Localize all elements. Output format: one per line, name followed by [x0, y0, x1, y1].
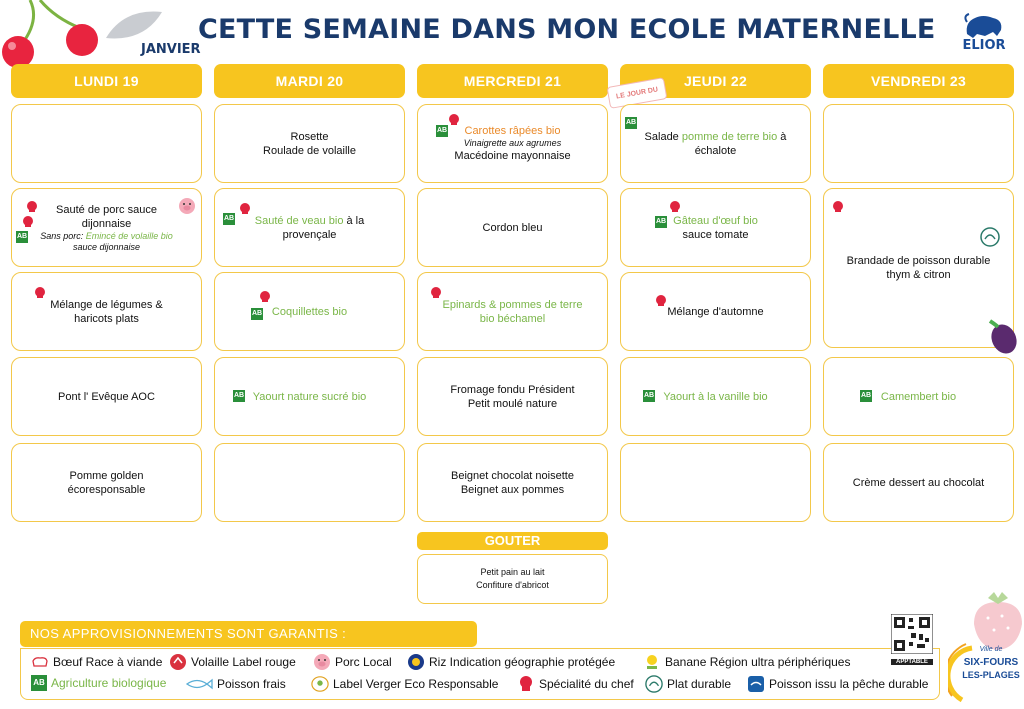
legend-banane-label: Banane Région ultra périphériques — [665, 655, 851, 669]
menu-cell-thu-side — [620, 272, 811, 351]
menu-cell-mon-dessert — [11, 443, 202, 522]
sustainable-dish-icon — [980, 227, 1000, 247]
gouter-line-2: Confiture d'abricot — [476, 580, 549, 590]
mon-main-line-2: dijonnaise — [81, 217, 132, 230]
igp-icon — [407, 653, 425, 671]
menu-cell-mon-main — [11, 188, 202, 267]
gouter-title: GOUTER — [417, 532, 608, 550]
ab-bio-icon: AB — [860, 390, 872, 402]
ab-bio-icon: AB — [655, 216, 667, 228]
cherries-decoration — [0, 0, 110, 70]
gouter-line-1: Petit pain au lait — [480, 567, 545, 577]
banana-icon — [643, 653, 661, 671]
qr-label: APPTABLE — [891, 659, 933, 665]
month-label: JANVIER — [141, 42, 201, 57]
tue-main-line-2: provençale — [282, 228, 337, 241]
page-title: CETTE SEMAINE DANS MON ECOLE MATERNELLE — [198, 14, 936, 45]
chef-hat-icon — [448, 114, 460, 126]
fish-icon — [185, 675, 213, 693]
verger-icon — [311, 675, 329, 693]
leaf-decoration — [104, 8, 164, 42]
mon-main-alt-prefix: Sans porc: — [40, 230, 84, 241]
legend-riz-label: Riz Indication géographie protégée — [429, 655, 616, 669]
thu-main-line-1: Gâteau d'œuf bio — [673, 214, 758, 227]
chef-hat-icon — [430, 287, 442, 299]
pig-icon — [178, 197, 196, 215]
mon-main-alt-bio: Emincé de volaille bio — [85, 230, 173, 241]
chef-hat-icon — [259, 291, 271, 303]
menu-cell-tue-main — [214, 188, 405, 267]
menu-cell-tue-starter — [214, 104, 405, 183]
legend-peche-label: Poisson issu la pêche durable — [769, 677, 929, 691]
ab-bio-icon: AB — [643, 390, 655, 402]
chef-hat-icon — [832, 201, 844, 213]
chef-hat-icon — [239, 203, 251, 215]
legend-verger-label: Label Verger Eco Responsable — [333, 677, 499, 691]
ville-line-2: SIX-FOURS — [963, 657, 1019, 668]
menu-cell-tue-dessert — [214, 443, 405, 522]
qr-code-icon — [891, 614, 933, 654]
legend-verger — [311, 675, 498, 693]
thu-starter-b: à — [777, 130, 787, 143]
wed-starter-line-2: Vinaigrette aux agrumes — [463, 138, 562, 148]
legend-porc-label: Porc Local — [335, 655, 392, 669]
wed-side-line-2: bio béchamel — [479, 312, 546, 325]
legend-peche — [747, 675, 928, 693]
legend-porc — [313, 653, 392, 671]
tue-main-rest: à la — [343, 214, 365, 227]
day-header-thursday: JEUDI 22 — [620, 64, 811, 98]
legend-bio — [31, 675, 166, 691]
ab-bio-icon: AB — [223, 213, 235, 225]
legend-bio-label: Agriculture biologique — [51, 676, 167, 690]
legend-banane — [643, 653, 850, 671]
day-header-wednesday: MERCREDI 21 — [417, 64, 608, 98]
menu-cell-wed-dessert — [417, 443, 608, 522]
thu-starter-bio: pomme de terre bio — [681, 130, 778, 143]
mon-main-line-1: Sauté de porc sauce — [56, 203, 157, 216]
legend-riz — [407, 653, 615, 671]
mon-side-line-2: haricots plats — [74, 312, 139, 325]
ville-line-3: LES-PLAGES — [962, 670, 1020, 680]
appro-title: NOS APPROVISIONNEMENTS SONT GARANTIS : — [20, 621, 477, 647]
ab-bio-icon: AB — [436, 125, 448, 137]
legend-chef-label: Spécialité du chef — [539, 677, 634, 691]
mon-side-line-1: Mélange de légumes & — [50, 298, 163, 311]
tue-side-line: Coquillettes bio — [271, 305, 348, 318]
day-header-monday: LUNDI 19 — [11, 64, 202, 98]
tue-starter-line-2: Roulade de volaille — [263, 144, 356, 157]
chef-hat-icon — [655, 295, 667, 307]
legend-durable-label: Plat durable — [667, 677, 732, 691]
jour-du-text: LE JOUR DU — [615, 85, 659, 101]
legend-volaille — [169, 653, 296, 671]
ab-bio-icon: AB — [251, 308, 263, 320]
thu-starter-line-2: échalote — [694, 144, 737, 157]
menu-cell-wed-cheese — [417, 357, 608, 436]
gouter-cell — [417, 554, 608, 604]
menu-cell-tue-side — [214, 272, 405, 351]
tue-main-bio: Sauté de veau bio — [254, 214, 344, 227]
mon-cheese-line: Pont l' Evêque AOC — [58, 390, 155, 403]
legend-boeuf-label: Bœuf Race à viande — [53, 655, 163, 669]
wed-starter-line-3: Macédoine mayonnaise — [454, 150, 571, 162]
menu-cell-tue-dairy — [214, 357, 405, 436]
tue-starter-line-1: Rosette — [290, 130, 329, 143]
menu-cell-fri-cheese — [823, 357, 1014, 436]
qr-code[interactable] — [891, 614, 933, 664]
wed-cheese-line-1: Fromage fondu Président — [450, 383, 575, 396]
menu-cell-thu-dairy — [620, 357, 811, 436]
chef-hat-icon — [34, 287, 46, 299]
bison-icon — [963, 12, 1005, 40]
menu-cell-thu-main — [620, 188, 811, 267]
ville-six-fours-logo — [948, 640, 1024, 706]
wed-dessert-line-2: Beignet aux pommes — [460, 483, 565, 496]
legend-box — [20, 648, 940, 700]
menu-cell-fri-dessert — [823, 443, 1014, 522]
ville-line-1: Ville de — [979, 646, 1003, 653]
ab-bio-icon: AB — [233, 390, 245, 402]
menu-cell-wed-starter — [417, 104, 608, 183]
menu-cell-mon-starter — [11, 104, 202, 183]
cow-icon — [31, 653, 49, 671]
wed-side-line-1: Epinards & pommes de terre — [442, 298, 583, 311]
chef-hat-icon — [26, 201, 38, 213]
menu-cell-fri-starter — [823, 104, 1014, 183]
wed-starter-line-1: Carottes râpées bio — [464, 125, 561, 137]
fri-main-line-1: Brandade de poisson durable — [846, 255, 991, 267]
day-header-tuesday: MARDI 20 — [214, 64, 405, 98]
pig-icon — [313, 653, 331, 671]
wed-dessert-line-1: Beignet chocolat noisette — [451, 469, 574, 482]
fri-main-line-2: thym & citron — [886, 269, 951, 281]
mon-dessert-line-1: Pomme golden — [69, 469, 144, 482]
menu-cell-wed-main — [417, 188, 608, 267]
thu-main-line-2: sauce tomate — [682, 228, 749, 241]
label-rouge-icon — [169, 653, 187, 671]
menu-cell-thu-starter — [620, 104, 811, 183]
mon-dessert-line-2: écoresponsable — [67, 483, 146, 496]
eggplant-icon — [984, 315, 1020, 355]
wed-main-line: Cordon bleu — [482, 221, 543, 234]
msc-icon — [747, 675, 765, 693]
chef-hat-icon — [22, 216, 34, 228]
brand-name: ELIOR — [962, 38, 1006, 53]
menu-cell-thu-dessert — [620, 443, 811, 522]
thu-dairy-line: Yaourt à la vanille bio — [663, 390, 768, 403]
tue-dairy-line: Yaourt nature sucré bio — [252, 390, 367, 403]
legend-durable — [645, 675, 731, 693]
chef-hat-icon — [517, 675, 535, 693]
menu-cell-fri-main — [823, 188, 1014, 348]
menu-cell-wed-side — [417, 272, 608, 351]
thu-side-line: Mélange d'automne — [667, 305, 764, 318]
ab-bio-icon: AB — [31, 675, 47, 691]
fri-dessert-line: Crème dessert au chocolat — [852, 476, 985, 489]
ab-bio-icon: AB — [16, 231, 28, 243]
legend-poisson — [185, 675, 286, 693]
elior-logo — [958, 12, 1010, 60]
mon-main-alt-2: sauce dijonnaise — [72, 241, 141, 252]
wed-cheese-line-2: Petit moulé nature — [467, 397, 558, 410]
ab-bio-icon: AB — [625, 117, 637, 129]
thu-starter-a: Salade — [644, 130, 682, 143]
legend-boeuf — [31, 653, 162, 671]
day-header-friday: VENDREDI 23 — [823, 64, 1014, 98]
legend-volaille-label: Volaille Label rouge — [191, 655, 296, 669]
menu-cell-mon-cheese — [11, 357, 202, 436]
legend-chef — [517, 675, 634, 693]
menu-cell-mon-side — [11, 272, 202, 351]
chef-hat-icon — [669, 201, 681, 213]
sustainable-dish-icon — [645, 675, 663, 693]
legend-poisson-label: Poisson frais — [217, 677, 286, 691]
fri-cheese-line: Camembert bio — [880, 390, 957, 403]
